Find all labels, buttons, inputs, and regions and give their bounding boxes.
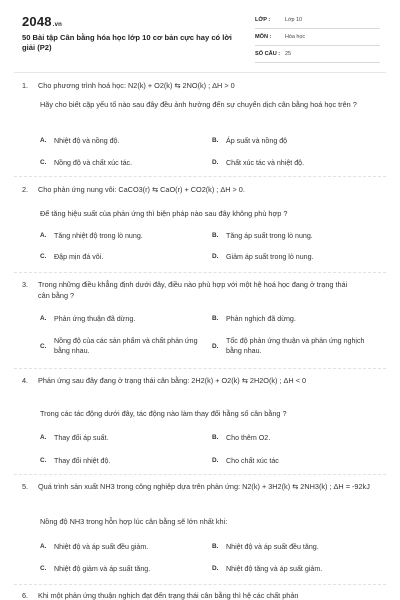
option-text: Nhiệt độ và áp suất đều giảm. (54, 543, 149, 551)
option-text: Nhiệt độ tăng và áp suất giảm. (226, 565, 323, 573)
question-separator (14, 474, 386, 475)
option-text: Nồng độ và chất xúc tác. (54, 159, 133, 167)
question-text: Trong những điều khẳng định dưới đây, điều nào phù hợp với một hệ hoá học đang ở trạng thái cân bằng ? (38, 280, 348, 300)
option-letter: D. (212, 565, 219, 572)
meta-row-subject (255, 31, 380, 46)
option-letter: B. (212, 434, 219, 441)
question-prompt: Trong các tác động dưới đây, tác động nào làm thay đổi hằng số cân bằng ? (40, 409, 287, 418)
meta-row-count (255, 48, 380, 63)
option-letter: D. (212, 253, 219, 260)
option-text: Tăng nhiệt độ trong lò nung. (54, 232, 143, 240)
document-title: 50 Bài tập Cân bằng hóa học lớp 10 cơ bản cực hay có lời giải (P2) (22, 33, 232, 52)
option-letter: C. (40, 159, 47, 166)
question-text: Cho phản ứng nung vôi: CaCO3(r) ⇆ CaO(r) + CO2(k) ; ΔH > 0. (38, 185, 245, 194)
logo-main: 2048 (22, 14, 52, 29)
option-text: Giảm áp suất trong lò nung. (226, 253, 314, 261)
option-letter: B. (212, 137, 219, 144)
option-letter: C. (40, 457, 47, 464)
option-text: Tăng áp suất trong lò nung. (226, 232, 313, 240)
question-separator (14, 272, 386, 273)
option-text: Nhiệt độ và nồng độ. (54, 137, 120, 145)
header-divider (14, 72, 386, 73)
question-text: Phản ứng sau đây đang ở trạng thái cân bằng: 2H2(k) + O2(k) ⇆ 2H2O(k) ; ΔH < 0 (38, 376, 307, 385)
meta-key: LỚP : (255, 17, 271, 23)
question-text: Quá trình sản xuất NH3 trong công nghiệp dựa trên phản ứng: N2(k) + 3H2(k) ⇆ 2NH3(k) ; ΔH = -92kJ (38, 482, 370, 491)
option-letter: C. (40, 343, 47, 350)
question-number: 4. (22, 376, 29, 385)
option-text: Nhiệt độ và áp suất đều tăng. (226, 543, 319, 551)
option-letter: D. (212, 343, 219, 350)
option-text: Phản ứng thuận đã dừng. (54, 315, 136, 323)
option-letter: D. (212, 159, 219, 166)
option-text: Thay đổi áp suất. (54, 434, 109, 442)
question-prompt: Nồng độ NH3 trong hỗn hợp lúc cân bằng sẽ lớn nhất khi: (40, 517, 228, 526)
option-letter: B. (212, 315, 219, 322)
option-letter: B. (212, 232, 219, 239)
question-number: 3. (22, 280, 29, 289)
option-text: Chất xúc tác và nhiệt độ. (226, 159, 305, 167)
option-letter: C. (40, 565, 47, 572)
meta-key: SỐ CÂU : (255, 51, 281, 57)
question-text: Khi một phản ứng thuận nghịch đạt đến trạng thái cân bằng thì hệ các chất phản (38, 591, 299, 600)
question-number: 6. (22, 591, 29, 600)
question-prompt: Để tăng hiệu suất của phản ứng thì biện pháp nào sau đây không phù hợp ? (40, 209, 288, 218)
option-letter: A. (40, 137, 47, 144)
option-text: Cho thêm O2. (226, 434, 271, 442)
option-text: Nồng độ của các sản phẩm và chất phản ứng bằng nhau. (54, 337, 198, 355)
option-text: Nhiệt độ giảm và áp suất tăng. (54, 565, 151, 573)
meta-value: 25 (285, 51, 291, 57)
option-text: Tốc độ phản ứng thuận và phản ứng nghịch bằng nhau. (226, 337, 365, 355)
document-header (0, 0, 400, 72)
option-letter: A. (40, 543, 47, 550)
question-text: Cho phương trình hoá học: N2(k) + O2(k) ⇆ 2NO(k) ; ΔH > 0 (38, 81, 235, 90)
question-number: 5. (22, 482, 29, 491)
meta-key: MÔN : (255, 34, 272, 40)
option-letter: A. (40, 434, 47, 441)
option-letter: B. (212, 543, 219, 550)
option-text: Cho chất xúc tác (226, 457, 279, 465)
question-separator (14, 368, 386, 369)
option-text: Thay đổi nhiệt độ. (54, 457, 111, 465)
option-letter: D. (212, 457, 219, 464)
option-text: Áp suất và nồng độ (226, 137, 288, 145)
option-text: Đập mịn đá vôi. (54, 253, 104, 261)
option-letter: A. (40, 232, 47, 239)
document-meta (255, 14, 380, 65)
meta-row-class (255, 14, 380, 29)
question-separator (14, 176, 386, 177)
question-number: 2. (22, 185, 29, 194)
question-prompt: Hãy cho biết cặp yếu tố nào sau đây đều ảnh hưởng đến sự chuyển dịch cân bằng hoá học trên ? (40, 100, 357, 109)
option-text: Phản nghịch đã dừng. (226, 315, 296, 323)
meta-value: Lớp 10 (285, 17, 303, 23)
option-letter: C. (40, 253, 47, 260)
site-logo[interactable] (22, 14, 62, 29)
meta-value: Hóa học (285, 34, 306, 40)
logo-tld: .vn (52, 22, 63, 28)
question-number: 1. (22, 81, 29, 90)
option-letter: A. (40, 315, 47, 322)
question-separator (14, 584, 386, 585)
